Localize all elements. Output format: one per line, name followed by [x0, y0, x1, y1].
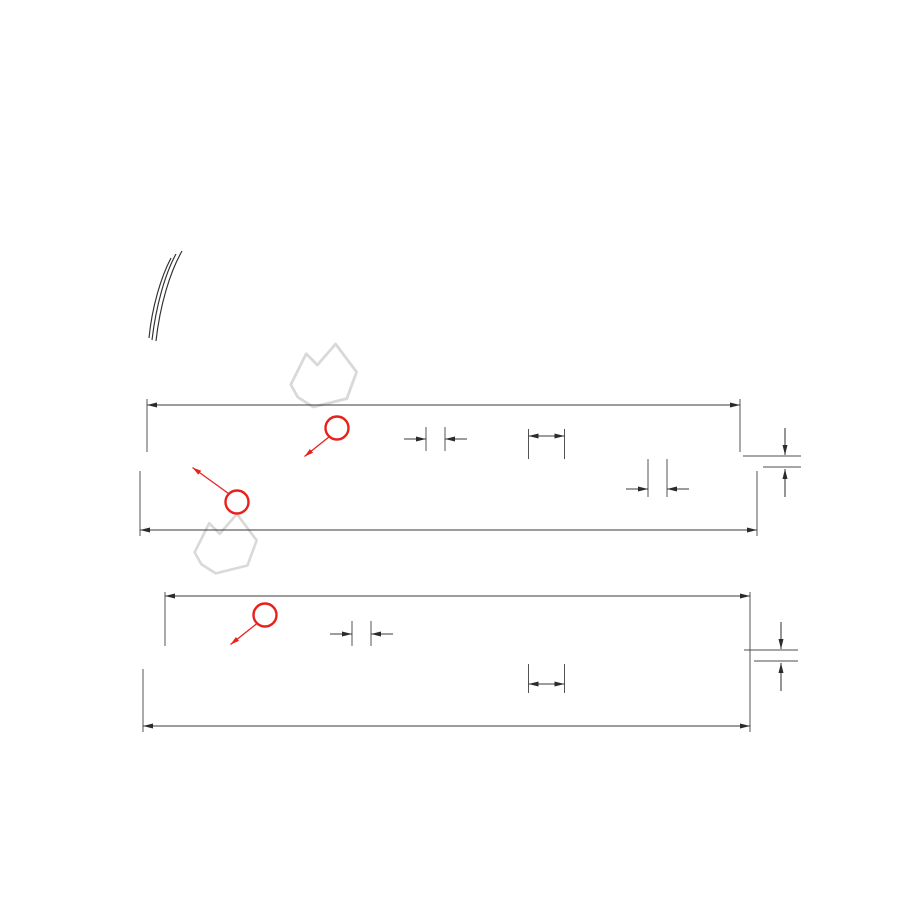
sheet-3d-view: [149, 251, 182, 341]
callout-b: [305, 417, 349, 457]
callout-arrow: [193, 468, 229, 494]
watermark-top: [291, 344, 357, 407]
callout-r: [231, 604, 277, 645]
callout-circle: [226, 491, 249, 514]
callout-arrow: [231, 624, 258, 645]
callout-circle: [254, 604, 277, 627]
brand-logo-icon: [291, 344, 357, 407]
extension-lines: [143, 592, 798, 732]
cross-section-r: [143, 592, 798, 732]
watermark-middle: [195, 514, 257, 573]
callout-arrow: [305, 437, 330, 457]
brand-logo-icon: [195, 514, 257, 573]
sheet-edge-curl: [149, 251, 182, 341]
callout-a: [193, 468, 249, 514]
callout-circle: [326, 417, 349, 440]
